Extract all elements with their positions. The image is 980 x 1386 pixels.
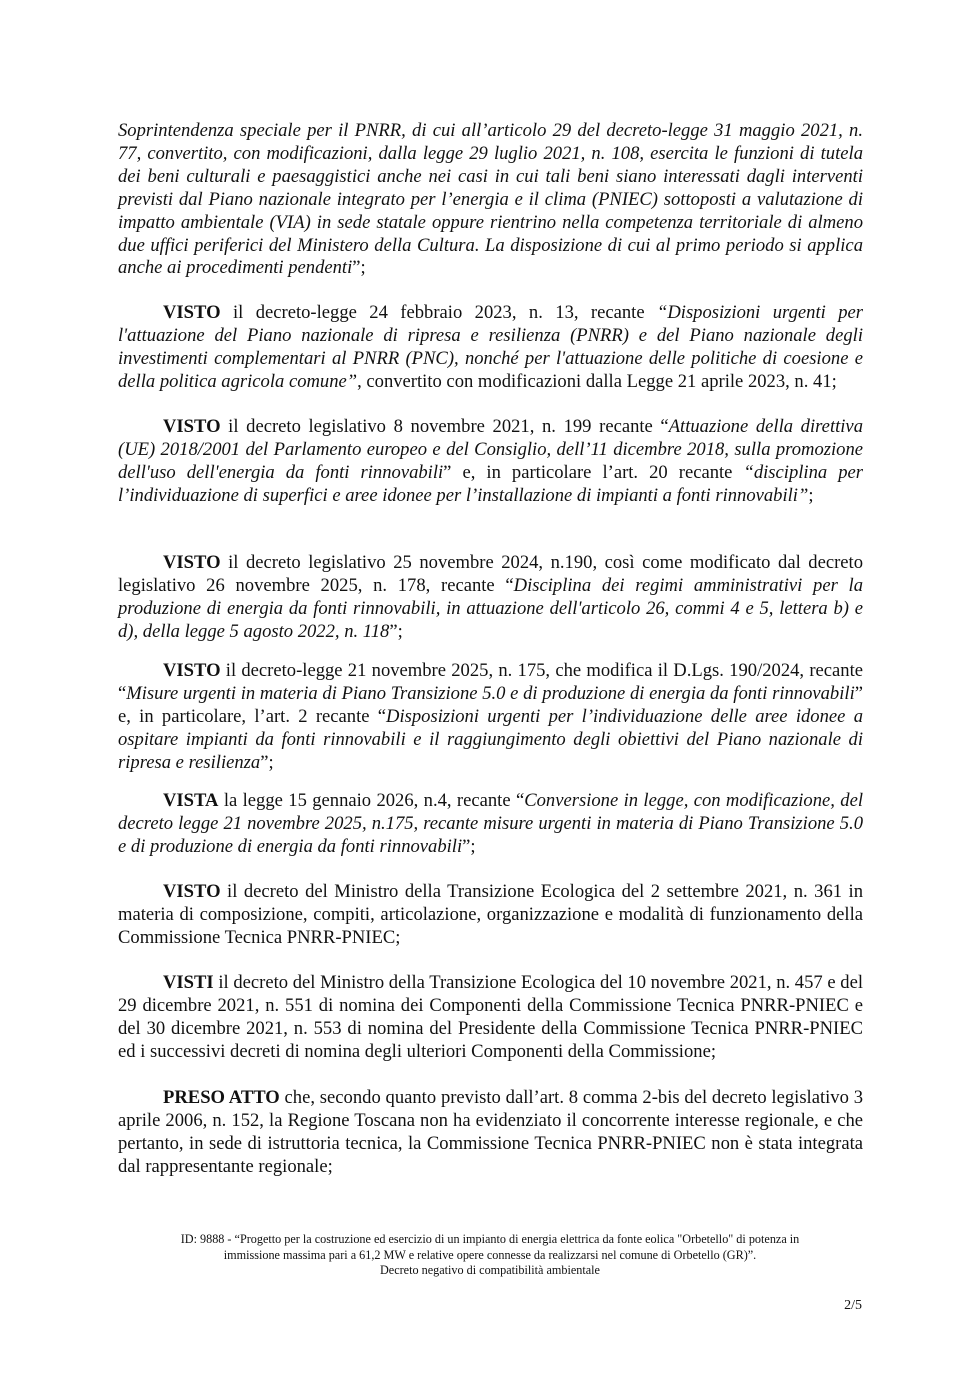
paragraph-text: il decreto-legge 21 novembre 2025, n. 175, che modifica il D.Lgs. 190/2024, recante “	[118, 660, 863, 704]
paragraph-text: “Disposizioni urgenti per l'attuazione del Piano nazionale di ripresa e resilienza (PNRR) e del Piano nazionale degli investimenti complementari al PNRR (PNC), nonché per l'attuazione delle politiche di coesione e della politica agricola comune”	[118, 302, 863, 392]
paragraph-text: il decreto legislativo 25 novembre 2024, n.190, così come modificato dal decreto legislativo 26 novembre 2025, n. 178, recante “	[118, 552, 863, 596]
paragraph-keyword: VISTI	[163, 972, 214, 993]
paragraph	[118, 302, 863, 394]
paragraph	[118, 660, 863, 775]
paragraph-text: Disposizioni urgenti per l’individuazione delle aree idonee a ospitare impianti da fonti rinnovabili e il raggiungimento degli obiettivi del Piano nazionale di ripresa e resilienza	[118, 705, 863, 773]
paragraph	[118, 1087, 863, 1179]
paragraph-text: la legge 15 gennaio 2026, n.4, recante “	[218, 790, 525, 811]
paragraph	[118, 120, 863, 280]
footer-line: Decreto negativo di compatibilità ambientale	[380, 1263, 600, 1277]
paragraph-text: il decreto-legge 24 febbraio 2023, n. 13, recante	[220, 302, 658, 323]
paragraph	[118, 881, 863, 950]
paragraph-text: “disciplina per l’individuazione di superfici e aree idonee per l’installazione di impianti a fonti rinnovabili”	[118, 461, 863, 506]
paragraph-text: Misure urgenti in materia di Piano Transizione 5.0 e di produzione di energia da fonti rinnovabili	[126, 682, 855, 704]
paragraph-text: ”;	[352, 257, 366, 279]
paragraph-text: ;	[808, 484, 814, 506]
paragraph-text: ” e, in particolare, l’art. 2 recante “	[118, 682, 863, 727]
paragraph	[118, 972, 863, 1064]
paragraph-keyword: VISTO	[163, 302, 221, 323]
paragraph-keyword: VISTO	[163, 416, 221, 437]
paragraph	[118, 416, 863, 508]
paragraph-text: il decreto del Ministro della Transizione Ecologica del 2 settembre 2021, n. 361 in materia di composizione, compiti, articolazione, organizzazione e modalità di funzionamento della Commissione Tecnica PNRR-PNIEC;	[118, 881, 863, 948]
paragraph-text: , convertito con modificazioni dalla Legge 21 aprile 2023, n. 41;	[357, 370, 837, 392]
paragraph-text: che, secondo quanto previsto dall’art. 8 comma 2-bis del decreto legislativo 3 aprile 2006, n. 152, la Regione Toscana non ha evidenziato il concorrente interesse regionale, e che pertanto, in sede di istruttoria tecnica, la Commissione Tecnica PNRR-PNIEC non è stata integrata dal rappresentante regionale;	[118, 1087, 863, 1177]
footer-line: immissione massima pari a 61,2 MW e relative opere connesse da realizzarsi nel comune di Orbetello (GR)”.	[223, 1247, 757, 1262]
paragraph-keyword: VISTO	[163, 881, 221, 902]
paragraph-keyword: VISTO	[163, 552, 221, 573]
page-footer	[110, 1232, 870, 1279]
paragraph-keyword: VISTA	[163, 790, 219, 811]
paragraph-text: Conversione in legge, con modificazione, del decreto legge 21 novembre 2025, n.175, recante misure urgenti in materia di Piano Transizione 5.0 e di produzione di energia da fonti rinnovabili	[118, 790, 863, 857]
paragraph	[118, 790, 863, 859]
paragraph-text: Attuazione della direttiva (UE) 2018/2001 del Parlamento europeo e del Consiglio, dell’11 dicembre 2018, sulla promozione dell'uso dell'energia da fonti rinnovabili	[118, 416, 863, 483]
paragraph-text: ”;	[462, 835, 476, 857]
paragraph-keyword: VISTO	[163, 660, 221, 681]
paragraph	[118, 552, 863, 644]
paragraph-text: il decreto del Ministro della Transizione Ecologica del 10 novembre 2021, n. 457 e del 29 dicembre 2021, n. 551 di nomina dei Componenti della Commissione Tecnica PNRR-PNIEC e del 30 dicembre 2021, n. 553 di nomina del Presidente della Commissione Tecnica PNRR-PNIEC ed i successivi decreti di nomina degli ulteriori Componenti della Commissione;	[118, 972, 863, 1062]
paragraph-text: Soprintendenza speciale per il PNRR, di cui all’articolo 29 del decreto-legge 31 maggio 2021, n. 77, convertito, con modificazioni, dalla legge 29 luglio 2021, n. 108, esercita le funzioni di tutela dei beni culturali e paesaggistici anche nei casi in cui tali beni siano interessati dagli interventi previsti dal Piano nazionale integrato per l’energia e il clima (PNIEC) sottoposti a valutazione di impatto ambientale (VIA) in sede statale oppure rientrino nella competenza territoriale di almeno due uffici periferici del Ministero della Cultura. La disposizione di cui al primo periodo si applica anche ai procedimenti pendenti	[118, 120, 863, 279]
footer-line: ID: 9888 - “Progetto per la costruzione ed esercizio di un impianto di energia elettrica da fonte eolica "Orbetello" di potenza in	[180, 1232, 800, 1246]
paragraph-text: ” e, in particolare l’art. 20 recante	[443, 461, 744, 483]
paragraph-text: Disciplina dei regimi amministrativi per la produzione di energia da fonti rinnovabili, in attuazione dell'articolo 26, commi 4 e 5, lettera b) e d), della legge 5 agosto 2022, n. 118	[118, 574, 863, 642]
paragraph-keyword: PRESO ATTO	[163, 1087, 280, 1108]
paragraph-text: il decreto legislativo 8 novembre 2021, n. 199 recante “	[220, 416, 669, 437]
page-number: 2/5	[844, 1298, 862, 1313]
paragraph-text: ”;	[260, 751, 274, 773]
paragraph-text: ”;	[389, 620, 403, 642]
